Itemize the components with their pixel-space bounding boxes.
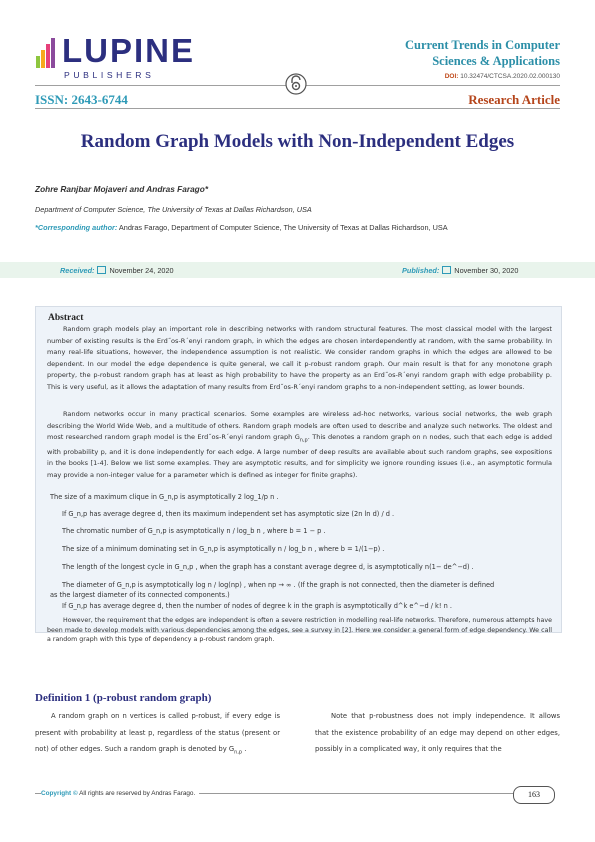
logo-subtitle: PUBLISHERS (64, 70, 155, 80)
copyright: Copyright © All rights are reserved by Andras Farago. (41, 790, 199, 797)
abstract-paragraph-2: Random networks occur in many practical scenarios. Some examples are wireless ad-hoc networks, various social networks, the web graph describing the World Wide Web, and a multitude of others. Random graph models are often used to describe and analyze such networks. The oldest and most researched random graph model is the Erd˝os-R´enyi random graph $G_{n,p}$. This denotes a random graph on n nodes, such that each edge is added with probability p, and it is done independently for each edge. A large number of deep results are available about such random graphs, see expositions in the books [1-4]. Below we list some examples. They are asymptotic results, and for simplicity we ignore rounding issues (i.e., an asymptotic formula may provide a non-integer value for a parameter which is defined as integer for finite graphs). (47, 410, 553, 479)
article-title: Random Graph Models with Non-Independent Edges (80, 131, 515, 152)
page-number: 163 (513, 786, 555, 804)
definition-heading: Definition 1 (p-robust random graph) (35, 692, 212, 704)
calendar-icon (442, 266, 451, 274)
right-column-text: Note that p-robustness does not imply independence. It allows that the existence probability of an edge may depend on other edges, possibly in a complicated way, it only requires that the (315, 712, 560, 753)
logo-wordmark: LUPINE (62, 32, 196, 69)
list-item-1: The size of a maximum clique in G_n,p is asymptotically 2 log_1/p n . (50, 493, 279, 501)
journal-line-2: Sciences & Applications (432, 54, 560, 68)
received-date: Received: November 24, 2020 (60, 266, 174, 275)
list-item-5: The length of the longest cycle in G_n,p , when the graph has a constant average degree d, is asymptotically n(1− de^−d) . (62, 563, 474, 571)
corresponding-author: *Corresponding author: Andras Farago, Department of Computer Science, The University of Texas at Dallas Richardson, USA (35, 223, 448, 232)
abstract-paragraph-1: Random graph models play an important role in describing networks with random structural features. The most classical model with the largest number of existing results is the Erd˝os-R´enyi random graph, in which the edges are chosen interdependently at random, with the same probability. In many real-life situations, however, the independence assumption is not realistic. We consider random graphs in which the edges are allowed to be dependent. In our model the edge dependence is quite general, we call it p-robust random graph. Our main result is that for any monotone graph property, the p-robust random graph has at least as high probability to have the property as an Erd˝os-R´enyi random graph with edge probability p. This is very useful, as it allows the adaptation of many results from Erd˝os-R´enyi random graphs to a non-independent setting, as lower bounds. (47, 325, 552, 391)
list-item-2: If G_n,p has average degree d, then its maximum independent set has asymptotic size (2n ln d) / d . (62, 510, 395, 518)
list-item-4: The size of a minimum dominating set in G_n,p is asymptotically n / log_b n , where b = 1/(1−p) . (62, 545, 385, 553)
affiliation: Department of Computer Science, The University of Texas at Dallas Richardson, USA (35, 205, 312, 214)
list-item-3: The chromatic number of G_n,p is asymptotically n / log_b n , where b = 1 − p . (62, 527, 326, 535)
lupine-logo-icon (35, 38, 57, 68)
published-date: Published: November 30, 2020 (402, 266, 519, 275)
open-access-icon (285, 73, 307, 95)
journal-name (405, 37, 560, 69)
journal-line-1: Current Trends in Computer (405, 38, 560, 52)
doi[interactable]: DOI: 10.32474/CTCSA.2020.02.000130 (444, 73, 560, 80)
abstract-heading: Abstract (48, 313, 84, 323)
article-type: Research Article (468, 92, 560, 107)
list-item-7: If G_n,p has average degree d, then the number of nodes of degree k in the graph is asymptotically d^k e^−d / k! n . (62, 602, 452, 610)
list-item-6-cont: as the largest diameter of its connected components.) (50, 591, 230, 599)
authors: Zohre Ranjbar Mojaveri and Andras Farago* (35, 184, 209, 194)
left-column-text: A random graph on n vertices is called p-robust, if every edge is present with probability at least p, regardless of the status (present or not) of other edges. Such a random graph is denoted by $G_{n,p}$ . (35, 712, 280, 756)
calendar-icon (97, 266, 106, 274)
list-item-6: The diameter of G_n,p is asymptotically log n / log(np) , when np → ∞ . (If the graph is not connected, then the diameter is defined (62, 581, 495, 589)
abstract-paragraph-3: However, the requirement that the edges are independent is often a severe restriction in modelling real-life networks. Therefore, numerous attempts have been made to develop models with various dependencies among the edges, see a survey in [2]. Here we consider a general form of edge dependency. We call a random graph with this type of dependency a p-robust random graph. (47, 617, 552, 643)
issn: ISSN: 2643-6744 (35, 92, 128, 107)
header-rule-bottom (35, 108, 560, 109)
